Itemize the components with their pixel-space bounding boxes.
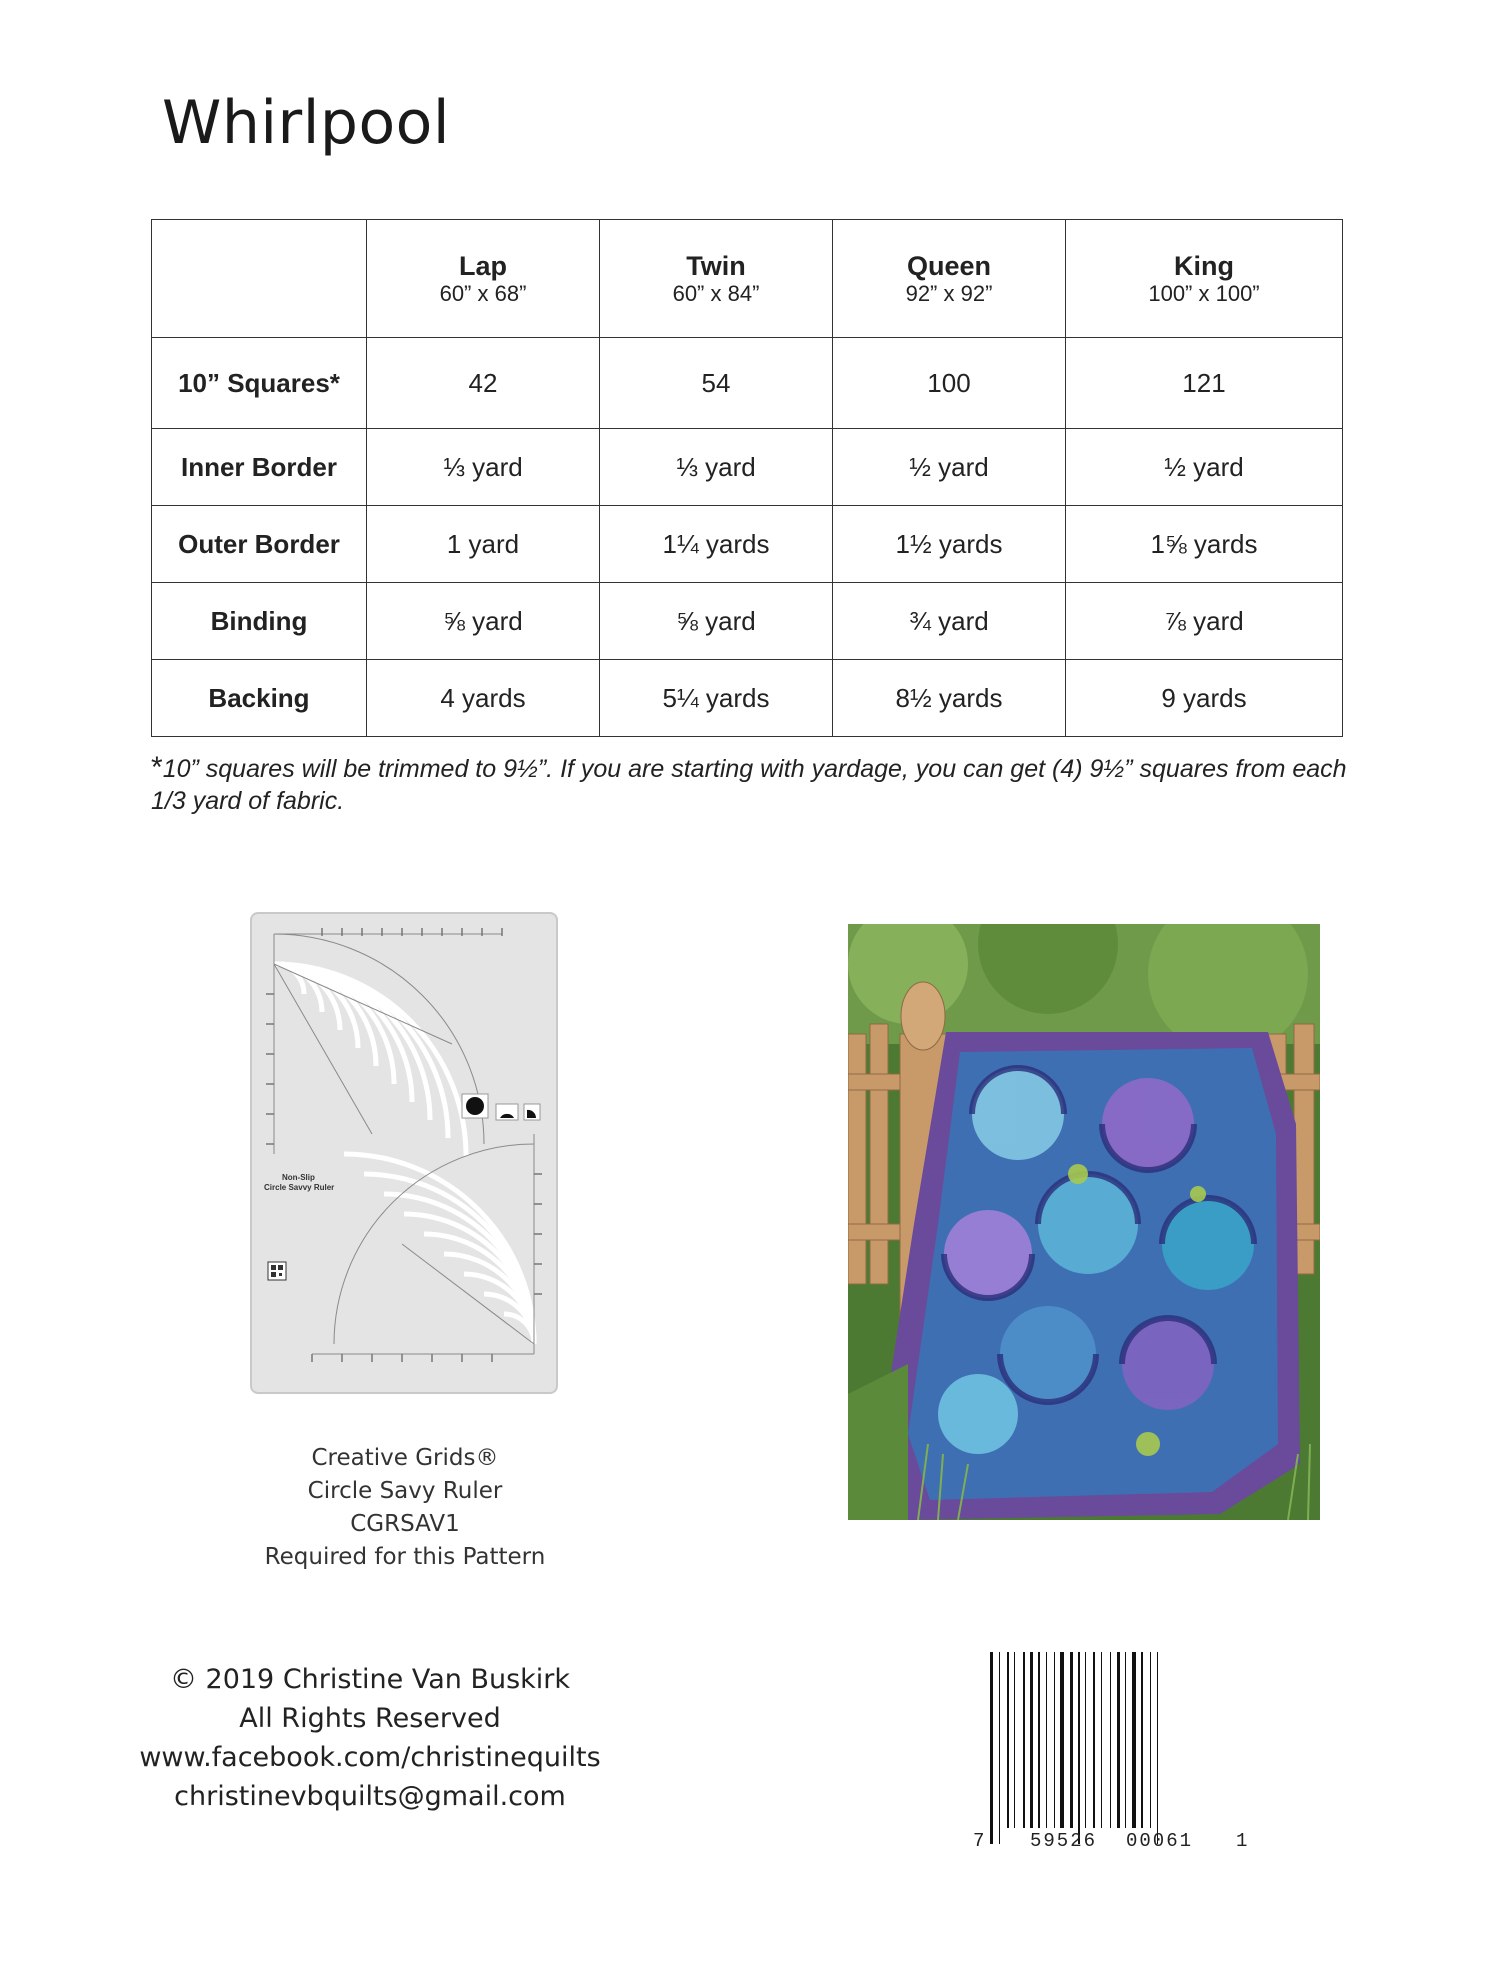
copyright-text: © 2019 Christine Van Buskirk [169, 1664, 571, 1695]
qr-code-icon [268, 1262, 286, 1280]
table-row [152, 338, 1343, 429]
barcode-bar [990, 1652, 993, 1844]
caption-line: Creative Grids® [311, 1445, 499, 1471]
quilt-photo-drawing [848, 924, 1320, 1520]
copyright-block [130, 1660, 610, 1816]
table-cell: ⅝ yard [600, 583, 833, 660]
barcode-bar [1060, 1652, 1064, 1828]
row-label: Inner Border [152, 429, 367, 506]
barcode-bar [1023, 1652, 1025, 1828]
table-cell: ⅓ yard [367, 429, 600, 506]
barcode-bar [1070, 1652, 1073, 1828]
yardage-table [151, 219, 1343, 737]
table-cell: 8½ yards [833, 660, 1066, 737]
barcode-bar [1014, 1652, 1015, 1828]
size-header-lap [367, 220, 600, 338]
barcode-bar [1078, 1652, 1080, 1844]
table-cell: 9 yards [1066, 660, 1343, 737]
barcode-check-digit: 1 [1236, 1830, 1250, 1852]
rights-text: All Rights Reserved [239, 1703, 501, 1734]
barcode-left-group: 59526 [1030, 1830, 1098, 1852]
footnote-asterisk: * [151, 751, 163, 784]
size-header-king [1066, 220, 1343, 338]
caption-line: Required for this Pattern [264, 1544, 546, 1570]
barcode-bar [1141, 1652, 1143, 1828]
table-cell: 100 [833, 338, 1066, 429]
table-cell: 1⅝ yards [1066, 506, 1343, 583]
size-dimensions: 60” x 68” [439, 280, 527, 306]
row-label: Backing [152, 660, 367, 737]
corner-cell [152, 220, 367, 338]
size-name: Queen [906, 250, 992, 281]
size-name: King [1174, 250, 1234, 281]
barcode-bar [1007, 1652, 1009, 1828]
pattern-title: Whirlpool [162, 88, 451, 158]
fold-icons [462, 1094, 540, 1120]
row-label: Outer Border [152, 506, 367, 583]
table-row [152, 660, 1343, 737]
table-cell: ¾ yard [833, 583, 1066, 660]
barcode-icon [968, 1652, 1248, 1852]
size-name: Lap [458, 250, 507, 281]
barcode-bar [1101, 1652, 1102, 1828]
barcode-bar [1117, 1652, 1120, 1828]
table-row [152, 583, 1343, 660]
size-name: Twin [686, 250, 746, 281]
email-link[interactable]: christinevbquilts@gmail.com [174, 1781, 566, 1812]
size-dimensions: 92” x 92” [905, 280, 993, 306]
ruler-name-label: Circle Savvy Ruler [264, 1183, 335, 1192]
footnote-text: 10” squares will be trimmed to 9½”. If you are starting with yardage, you can get (4) 9½” squares from each 1/3 yard of fabric. [151, 755, 1347, 815]
table-cell: 4 yards [367, 660, 600, 737]
barcode-bar [1093, 1652, 1095, 1828]
ruler-image [250, 912, 558, 1394]
table-cell: 1½ yards [833, 506, 1066, 583]
table-cell: ½ yard [1066, 429, 1343, 506]
table-cell: 54 [600, 338, 833, 429]
ruler-caption [230, 1442, 580, 1574]
barcode-bar [1110, 1652, 1111, 1828]
table-row [152, 506, 1343, 583]
barcode-bar [1132, 1652, 1136, 1828]
facebook-link[interactable]: www.facebook.com/christinequilts [139, 1742, 601, 1773]
caption-line: CGRSAV1 [350, 1511, 460, 1537]
barcode-lead-digit: 7 [973, 1830, 987, 1852]
table-cell: ⅞ yard [1066, 583, 1343, 660]
barcode-right-group: 00061 [1126, 1830, 1194, 1852]
table-row [152, 429, 1343, 506]
barcode-bar [1030, 1652, 1033, 1828]
barcode-bar [1038, 1652, 1040, 1828]
table-cell: ⅓ yard [600, 429, 833, 506]
table-cell: 5¼ yards [600, 660, 833, 737]
barcode-bar [999, 1652, 1000, 1844]
size-dimensions: 60” x 84” [672, 280, 760, 306]
row-label: Binding [152, 583, 367, 660]
size-header-row [152, 220, 1343, 338]
size-header-twin [600, 220, 833, 338]
ruler-brand-label: Non-Slip [282, 1173, 315, 1182]
quilt-photo [848, 924, 1320, 1520]
caption-line: Circle Savy Ruler [307, 1478, 503, 1504]
table-cell: 121 [1066, 338, 1343, 429]
size-header-queen [833, 220, 1066, 338]
footnote [151, 752, 1351, 817]
barcode-bar [1157, 1652, 1158, 1844]
table-cell: 42 [367, 338, 600, 429]
table-cell: 1 yard [367, 506, 600, 583]
barcode-bar [1150, 1652, 1151, 1828]
ruler-drawing [252, 914, 556, 1392]
barcode-bar [1125, 1652, 1126, 1828]
table-cell: 1¼ yards [600, 506, 833, 583]
row-label: 10” Squares* [152, 338, 367, 429]
barcode-bar [1054, 1652, 1055, 1828]
size-dimensions: 100” x 100” [1148, 280, 1260, 306]
table-cell: ⅝ yard [367, 583, 600, 660]
table-cell: ½ yard [833, 429, 1066, 506]
barcode-bar [1085, 1652, 1086, 1828]
barcode-bar [1046, 1652, 1047, 1828]
